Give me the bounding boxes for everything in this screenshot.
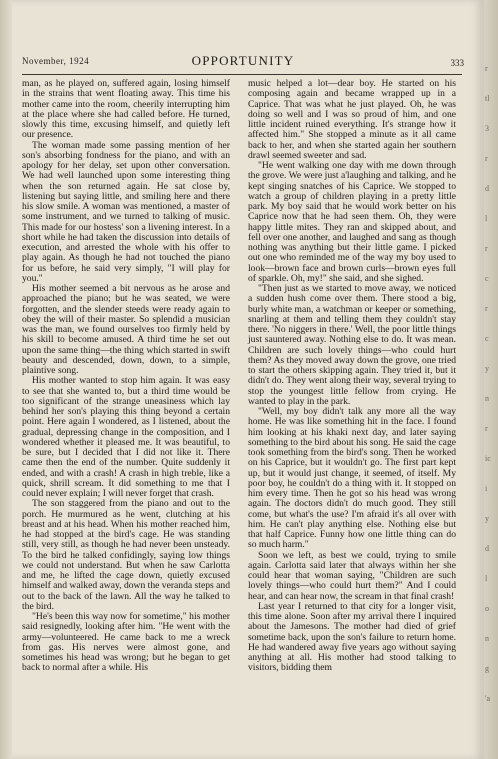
paragraph: The son staggered from the piano and out to the porch. He murmured as he went, clutching at his breast and at his head. When his mother reached him, he had stopped at the bird's cage. He was standing still, very still, as though he had never been unsteady. To the bird he talked confidingly, saying low things we could not understand. But when he saw Carlotta and me, he lifted the cage down, quietly excused himself and walked away, down the veranda steps and out to the back of the lawn. All the way he talked to the bird. xyxy=(22,498,230,612)
edge-fragment: i xyxy=(485,484,488,493)
paragraph: man, as he played on, suffered again, losing himself in the strains that went floating away. This time his mother came into the room, cheerily interrupting him at the place where she had called before. He turned, slowly this time, excusing himself, and quietly left our presence. xyxy=(22,78,230,141)
edge-fragment: l xyxy=(485,214,488,223)
edge-fragment: r xyxy=(485,304,488,313)
edge-fragment: r xyxy=(485,64,488,73)
page-number: 333 xyxy=(450,58,464,68)
right-column xyxy=(248,79,456,674)
header-rule xyxy=(22,74,462,75)
edge-fragment: n xyxy=(485,394,489,403)
paragraph: The woman made some passing mention of her son's absorbing fondness for the piano, and with an apology for her delay, set upon other conversation. We had well launched upon some interesting thing when the son returned again. He sat close by, listening but saying little, and smiling here and there his slow smile. A woman was mentioned, a master of some instrument, and we turned to talking of music. This made for our hostess' son a livening interest. In a short while he had taken the discussion into details of execution, and arrested the whole with his offer to play again. As though he had not touched the piano for us before, he said very simply, "I will play for you." xyxy=(22,139,230,284)
edge-fragment: y xyxy=(485,364,489,373)
edge-fragment: g xyxy=(485,664,489,673)
paragraph: His mother seemed a bit nervous as he arose and approached the piano; but he was seated, we were forgotten, and the slender steeds were ready again to obey the will of their master. So splendid a musician was the man, we found ourselves too firmly held by his skill to become amused. A third time he set out upon the same thing—the thing which started in swift beauty and descended, down, down, to a simple, plaintive song. xyxy=(22,283,230,376)
edge-fragment: o xyxy=(485,604,489,613)
paragraph: "Then just as we started to move away, we noticed a sudden hush come over them. There stood a big, burly white man, a watchman or keeper or something, snarling at them and telling them they couldn't stay there. 'No niggers in there.' Well, the poor little things just sauntered away. Nothing else to do. It was mean. Children are such lovely things—who could hurt them? As they moved away down the grove, one tried to start the others skipping again. They tried it, but it didn't do. They went along their way, several trying to stop the youngest little fellow from crying. He wanted to play in the park. xyxy=(248,283,456,407)
paragraph: "Well, my boy didn't talk any more all the way home. He was like something hit in the face. I found him looking at his khaki next day, and later saying something to the bird about his song. He said the cage took something from the bird's song. Then he worked on his Caprice, but it wouldn't go. The first part kept up, but it would just change, it seemed, of itself. My poor boy, he couldn't do a thing with it. It stopped on him every time. Then he got so his head was wrong again. The doctors didn't do much good. They still come, but what's the use? I'm afraid it's all over with him. He can't play anything else. Nothing else but that half Caprice. Funny how one little thing can do so much harm." xyxy=(248,406,456,551)
magazine-title: OPPORTUNITY xyxy=(191,53,295,68)
paragraph: "He's been this way now for sometime," his mother said resignedly, looking after him. "He went with the army—volunteered. He came back to me a wreck from gas. His nerves were almost gone, and sometimes his head was wrong; but he began to get back to normal after a while. His xyxy=(22,611,230,674)
issue-month: November, 1924 xyxy=(22,56,90,66)
edge-fragment: r xyxy=(485,244,488,253)
edge-fragment: r xyxy=(485,154,488,163)
left-column xyxy=(22,79,230,674)
edge-fragment: y xyxy=(485,514,489,523)
edge-fragment: c xyxy=(485,274,489,283)
edge-fragment: 3 xyxy=(485,124,489,133)
page-header xyxy=(22,50,464,70)
edge-fragment: r xyxy=(485,424,488,433)
next-page-edge xyxy=(484,0,498,759)
edge-fragment: 'a xyxy=(485,694,490,703)
paragraph: Last year I returned to that city for a longer visit, this time alone. Soon after my arrival there I inquired about the Jamesons. The mother had died of grief sometime back, upon the son's failure to return home. He had wandered away five years ago without saying anything at all. His mother had stood talking to visitors, bidding them xyxy=(248,600,456,674)
paragraph: His mother wanted to stop him again. It was easy to see that she wanted to, but a third time would be too significant of the strange uneasiness which lay behind her son's playing this thing beyond a certain point. Here again I wondered, as I listened, about the gradual, depressing change in the composition, and I wondered whether it pleased me. It was beautiful, to be sure, but I decided that I did not like it. There came then the end of the number. Quite suddenly it ended, and with a crash! A crash in high treble, like a quick, shrill scream. It did something to me that I could never explain; I will never forget that crash. xyxy=(22,375,230,499)
edge-fragment: n xyxy=(485,634,489,643)
edge-fragment: l xyxy=(485,574,488,583)
edge-fragment: ic xyxy=(485,454,491,463)
paragraph: "He went walking one day with me down through the grove. We were just a'laughing and talking, and he kept singing snatches of his Caprice. We stopped to watch a group of children playing in a pretty little park. My boy said that he would work better on his Caprice now that he had seen them. Oh, they were happy little mites. They ran and skipped about, and fell over one another, and laughed and sang as though nothing was anything but their little game. I picked out one who reminded me of the way my boy used to look—brown face and brown curls—brown eyes full of sparkle. Oh, my!" she said, and she sighed. xyxy=(248,160,456,284)
edge-fragment: d xyxy=(485,184,489,193)
paragraph: Soon we left, as best we could, trying to smile again. Carlotta said later that always within her she could hear that woman saying, "Children are such lovely things—who could hurt them?" And I could hear, and can hear now, the scream in that final crash! xyxy=(248,549,456,602)
edge-fragment: tl xyxy=(485,94,490,103)
paragraph: music helped a lot—dear boy. He started on his composing again and became wrapped up in a Caprice. That was what he just played. Oh, he was doing so well and I was so proud of him, and one little incident ruined everything. It's strange how it affected him." She stopped a minute as it all came back to her, and when she started again her southern drawl seemed sweeter and sad. xyxy=(248,78,456,161)
edge-fragment: d xyxy=(485,544,489,553)
page-gutter xyxy=(0,0,12,759)
edge-fragment: c xyxy=(485,334,489,343)
